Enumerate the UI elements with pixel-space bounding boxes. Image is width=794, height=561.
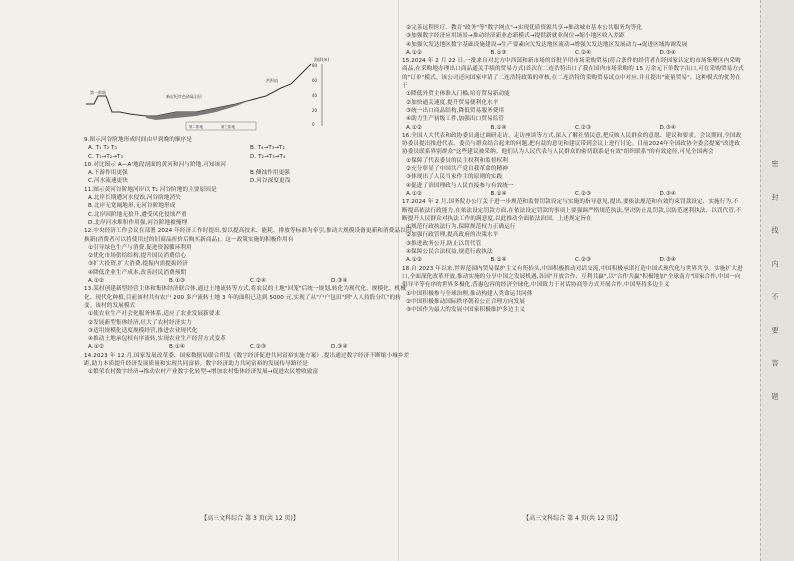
ytick: 80 xyxy=(312,63,318,68)
answer: B.①④ xyxy=(490,124,507,131)
answer: C.②③ xyxy=(575,190,592,197)
option: C. T₁→T₂→T₃ xyxy=(88,153,123,160)
answer-row xyxy=(402,124,744,132)
question-14 xyxy=(84,352,412,377)
answer: B.①④ xyxy=(490,257,507,264)
statement: ④保障公民合法权益,规范行政执法 xyxy=(406,249,493,256)
answer: D.③④ xyxy=(331,344,348,351)
question-10 xyxy=(84,161,412,186)
statement: ③体现出了人民当家作主的原则的实践 xyxy=(406,174,503,181)
right-column xyxy=(402,24,744,314)
legend-label: 第三阶地 xyxy=(221,125,235,129)
statement: ②发展新型集体经济,壮大了农村经济实力 xyxy=(88,319,192,326)
question-17 xyxy=(402,198,744,264)
question-stem: 13.某村创建新型经营主体和集体经济联合体,通过土地流转等方式,将农民的土地"回笼"后统一规划,转化为现代化、规模化、机械化、现代化种植,目前该村共有农户 200 多户流转土地 3 年的面积已达到 5000 元,实现了从"户户包田"到"人人持股分红"的转变。该村的发展模式 xyxy=(84,286,406,309)
statement: ④促进了治国理政与人民直接参与有效统一 xyxy=(406,182,514,189)
answer-row xyxy=(84,277,412,285)
statement: ③中国作为最大的发展中国家积极维护多边主义 xyxy=(406,307,525,314)
statement: ④助力生产初级工件,加强出口贸易监管 xyxy=(406,116,505,123)
answer: A.①② xyxy=(406,124,422,131)
option-row xyxy=(84,169,412,177)
statement: ③推进政务公开,防止以罚代管 xyxy=(406,240,482,247)
option: B.侧蚀作用更强 xyxy=(250,170,290,177)
answer: B.①④ xyxy=(169,344,186,351)
answer: A.①② xyxy=(406,49,422,56)
question-stem: 14.2023 年 12 月,国家发展改革委、国家数据局联合印发《数字经济促进共同富裕实施方案》,提出通过数字经济不断缩小城乡差距,助力本质提升经济发展质量和实现共同富裕。数字经济助力共同富裕的发展传导路径是 xyxy=(84,352,410,368)
terrace-label: 洪积扇 xyxy=(266,78,278,83)
answer: B.①③ xyxy=(490,49,507,56)
statement: ③适用规模化适度规模经营,推进农业现代化 xyxy=(88,327,198,334)
terrace-label: 第一阶地 xyxy=(90,90,106,95)
option: A.下游作用更强 xyxy=(88,170,128,177)
answer: C.②③ xyxy=(575,124,592,131)
question-stem: 11.图示黄河谷阶地河岸以 T₂ 河谷阶地的主要原因是 xyxy=(84,186,217,193)
answer: A.①② xyxy=(406,190,422,197)
answer-row xyxy=(402,256,744,264)
answer-row xyxy=(402,190,744,198)
question-13 xyxy=(84,285,412,351)
option: C.北岸因阶地无拾升,遭受风化侵蚀严重 xyxy=(88,211,187,218)
answer: A.①② xyxy=(88,344,104,351)
option: B.北岸无宽阔地形,无河谷阶地形成 xyxy=(88,203,176,210)
question-stem: 9.图示河谷阶地形成时间由早到晚的顺序是 xyxy=(84,137,193,143)
river-terrace-diagram xyxy=(86,56,336,136)
question-16 xyxy=(402,132,744,198)
ytick: 0 xyxy=(312,122,315,127)
answer: B.①③ xyxy=(169,278,186,285)
answer: D.③④ xyxy=(331,278,348,285)
answer: B.①④ xyxy=(490,190,507,197)
statement: ①规范行政执法行为,保障规范权力正确运行 xyxy=(406,224,516,231)
answer-row xyxy=(402,49,744,57)
option: D.北岸河水堆积作用强,河谷阶地被掩埋 xyxy=(88,219,188,226)
statement: ②中国积极推动国际秩序朝着公正合理方向发展 xyxy=(406,298,525,305)
option: D.河谷深度更浅 xyxy=(250,178,291,185)
statement: ①降低外贸主体准入门槛,培育贸易新动能 xyxy=(406,91,510,98)
question-stem: 16.全国人大代表和政协委员通过调研走访、走访座谈等方式,深入了解社情民意,把反映人民群众的意愿、建议和要求。会议期间,全国政协委员提出推进代表、委员与群众结合起来的问题,把有益的意见和建议带到会议上进行讨论。目前2024年全国政协全委会提案"改进政协委员联系界别群众"这些建议被采纳。他们认为人民代表与人民群众的密切联系是有效"组织联系"的有效途径,可见全国两会 xyxy=(402,132,742,156)
question-11 xyxy=(84,186,412,227)
statement: ②完善远程医疗、教育"政务"等"数字网点"→实现优质资源共享→推动城市基本公共服务均等化 xyxy=(406,25,643,31)
ytick: 40 xyxy=(312,93,318,98)
question-12 xyxy=(84,227,412,285)
statement: ④降低企业生产成本,改善居民消费预期 xyxy=(88,269,187,276)
statement: ②充分彰显了中国共产党自我革命的精神 xyxy=(406,166,508,173)
legend-label: 第二阶地 xyxy=(189,125,203,129)
question-stem: 18.自 2023 年以来,世界范围内贸易保护主义有所抬头,中国积极推动对话交流,中国积极承诺打造中国式现代化与世界共享。实施扩大进口,全面深化改革开放,推动实施的分享中国之发展机遇,各国"开放合作、互利共赢",以"合作共赢"积极地加"全球南方"国家合作,中国一向倡导平等有序的世界多极化,普惠包容的经济全球化,中国致力于对话协商等方式开展合作,中国坚持多边主义 xyxy=(402,265,743,289)
answer: C.②③ xyxy=(250,344,267,351)
answer: A.①② xyxy=(406,257,422,264)
question-stem: 15.2024 年 2 月 22 日,一批来自对北方中西部和新市场的首批羊用市场采购贸易(符合条件的经营者在经国家认定的市场集聚区内采购商品,在采购地办理出口商品通关手续的贸易方式)首次在二连浩特出口了我在国内市场采购的 15 万余元下单数字出口,可在采购贸易方式的"订单"模式。该公司还向国家申请了二连浩特政策的审核,在二连浩特的采购贸易试点中对应,并且提出"流量贸易"。这种模式的优势在于 xyxy=(402,58,744,90)
statement: ①保障了代表委员的民主权利和监督权利 xyxy=(406,157,508,164)
statement: ①中国积极参与全球治理,推动构建人类命运共同体 xyxy=(406,290,533,297)
option: D. T₂→T₃→T₄ xyxy=(250,153,286,160)
answer: A.①② xyxy=(88,278,104,285)
statement: ②加强行政管理,提高政府的决策水平 xyxy=(406,232,499,239)
question-stem: 10.对比图示 A—A'地段剖面的黄河和河与阶地,可知该河 xyxy=(84,161,227,168)
ytick: 20 xyxy=(312,108,318,113)
left-column xyxy=(84,136,412,377)
answer-row xyxy=(84,343,412,351)
option: C.河水流速更快 xyxy=(88,178,129,185)
statement: ③统一出口商品结构,降低贸易服务费用 xyxy=(406,107,505,114)
option: A. T₁ T₂ T₃ xyxy=(88,145,117,152)
statement: ③加强数字经济应用场景→推动经济新业态新模式→提供新就业岗位→缩小地区收入差距 xyxy=(406,33,625,40)
statement: ③扩大投资,扩大消费,提振内需提振经济 xyxy=(88,261,188,268)
answer: D.③④ xyxy=(659,190,677,197)
option-row xyxy=(84,144,412,152)
question-9 xyxy=(84,136,412,161)
terrace-label: 新近纪红色砂砾岩层 xyxy=(166,94,202,99)
option-row xyxy=(84,153,412,161)
page-footer-right: 【高三文科综合 第 4 页(共 12 页)】 xyxy=(523,515,621,522)
answer: C.②④ xyxy=(575,49,592,56)
statement: ②优化市场供给结构,提升国民消费信心 xyxy=(88,253,187,260)
answer: C.②④ xyxy=(250,278,267,285)
question-15 xyxy=(402,57,744,132)
question-14-continued xyxy=(402,24,744,57)
answer: D.③④ xyxy=(659,124,677,131)
question-18 xyxy=(402,265,744,315)
answer: C.②③ xyxy=(575,257,592,264)
option: B. T₄→T₃→T₂ xyxy=(250,145,285,152)
answer: D.③④ xyxy=(659,257,677,264)
option-row xyxy=(84,177,412,185)
statement: ④加强欠发达地区数字基础设施建设→生产要素向欠发达地区流动→增强欠发达地区发展动力→促进区域协调发展 xyxy=(406,41,688,48)
ytick: 60 xyxy=(312,78,318,83)
answer: D.③④ xyxy=(659,49,677,56)
option: A.北岸长期遭河水侵蚀,河谷阶地消失 xyxy=(88,195,181,202)
statement: ④推动土地承包权有序流转,实现农业生产经营方式变革 xyxy=(88,336,226,343)
statement: ①引导绿色生产与消费,促进资源循环利用 xyxy=(88,244,192,251)
question-stem: 12.中央经济工作会议在部署 2024 年经济工作时提出,要以提高技术、能耗、排放等标准为牵引,推动大规模设备更新和消费品以旧换新(消费者可以将使用过的旧商品折价后购买新商品)。这一政策实施的积极作用有 xyxy=(84,228,412,243)
y-axis-label: 海拔(m) xyxy=(314,57,330,62)
statement: ①繁荣农村数字经济→推动农村产业数字化转型→增加农村集体经济发展→促进农民增收致富 xyxy=(88,369,319,376)
statement: ①使农业生产社会化服务体系,适应了农业发展新要求 xyxy=(88,311,221,318)
statement: ②加快通关速度,提升贸易便利化水平 xyxy=(406,99,499,106)
question-stem: 17.2024 年 2 月,国务院办公厅关于进一步规范和监督罚款设定与实施的指导意见,提出,要依法规范和有效约束罚款设定、实施行为,不断提高依法行政能力,在依法设定罚款方面,在依法设定罚款的事项上要强调严格规范执法,坚决防止乱罚款,以防范逐利执法、以罚代管,不断提升人民群众对执法工作的满意度,以此推动全面依法治国。上述规定旨在 xyxy=(402,199,742,222)
seal-line-text xyxy=(776,160,786,412)
page-footer-left: 【高三文科综合 第 3 页(共 12 页)】 xyxy=(201,515,299,522)
